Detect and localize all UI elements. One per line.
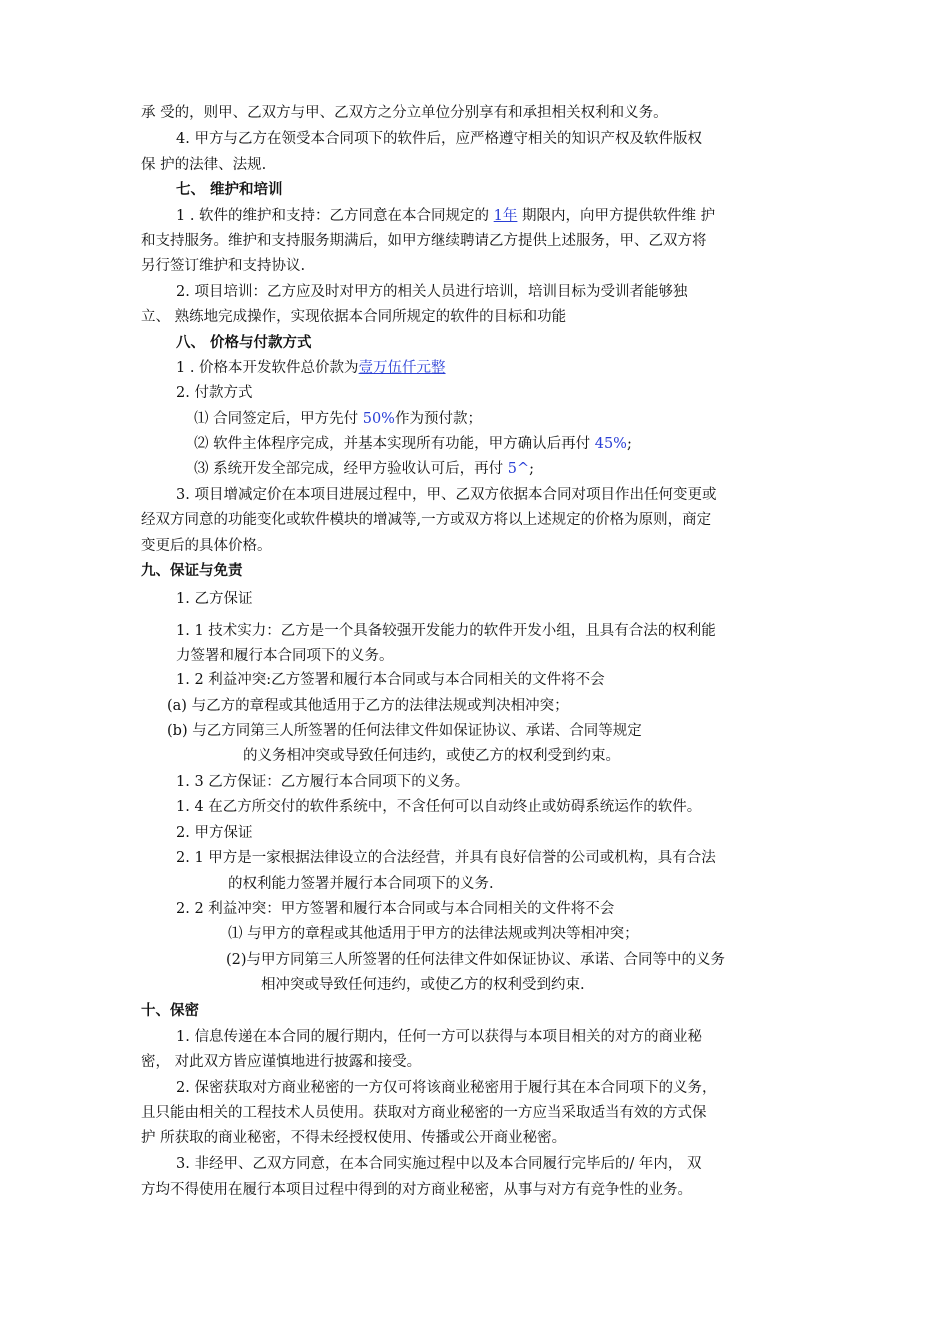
section-heading: 七、 维护和培训 bbox=[176, 182, 283, 198]
price-amount-link[interactable]: 壹万伍仟元整 bbox=[358, 360, 446, 376]
paragraph-line: 2. 甲方保证 bbox=[176, 825, 253, 841]
section-heading: 九、保证与免责 bbox=[141, 563, 243, 579]
paragraph-line: 1. 2 利益冲突:乙方签署和履行本合同或与本合同相关的文件将不会 bbox=[176, 672, 605, 688]
payment-percent: 5^ bbox=[507, 461, 530, 477]
paragraph-line: ⑴ 与甲方的章程或其他适用于甲方的法律法规或判决等相冲突； bbox=[228, 926, 639, 942]
paragraph-line: 1 . 软件的维护和支持：乙方同意在本合同规定的 1年 期限内，向甲方提供软件维 护 bbox=[176, 208, 716, 224]
paragraph-line: 2. 2 利益冲突：甲方签署和履行本合同或与本合同相关的文件将不会 bbox=[176, 901, 615, 917]
paragraph-line: 变更后的具体价格。 bbox=[141, 538, 272, 554]
section-heading: 八、 价格与付款方式 bbox=[176, 335, 312, 351]
paragraph-line: (a) 与乙方的章程或其他适用于乙方的法律法规或判决相冲突； bbox=[167, 698, 569, 714]
paragraph-line: (b) 与乙方同第三人所签署的任何法律文件如保证协议、承诺、合同等规定 bbox=[167, 723, 642, 739]
paragraph-line: 4. 甲方与乙方在领受本合同项下的软件后，应严格遵守相关的知识产权及软件版权 bbox=[176, 131, 702, 147]
list-item: ⑵ 软件主体程序完成，并基本实现所有功能，甲方确认后再付 45%; bbox=[194, 436, 632, 452]
paragraph-line: 1. 3 乙方保证：乙方履行本合同项下的义务。 bbox=[176, 774, 470, 790]
paragraph-line: 保 护的法律、法规. bbox=[141, 157, 267, 173]
paragraph-line: 1. 1 技术实力：乙方是一个具备较强开发能力的软件开发小组，且具有合法的权利能 bbox=[176, 623, 716, 639]
paragraph-line: 的权利能力签署并履行本合同项下的义务. bbox=[228, 876, 494, 892]
paragraph-line: 2. 1 甲方是一家根据法律设立的合法经营，并具有良好信誉的公司或机构，具有合法 bbox=[176, 850, 716, 866]
paragraph-line: 密， 对此双方皆应谨慎地进行披露和接受。 bbox=[141, 1054, 422, 1070]
paragraph-line: 和支持服务。维护和支持服务期满后，如甲方继续聘请乙方提供上述服务，甲、乙双方将 bbox=[141, 233, 707, 249]
term-link[interactable]: 1年 bbox=[493, 208, 518, 224]
section-heading: 十、保密 bbox=[141, 1003, 199, 1019]
paragraph-line: 3. 非经甲、乙双方同意，在本合同实施过程中以及本合同履行完毕后的/ 年内， 双 bbox=[176, 1156, 702, 1172]
paragraph-line: 2. 付款方式 bbox=[176, 385, 253, 401]
payment-percent: 50% bbox=[362, 411, 395, 427]
paragraph-line: 2. 保密获取对方商业秘密的一方仅可将该商业秘密用于履行其在本合同项下的义务， bbox=[176, 1080, 717, 1096]
paragraph-line: 另行签订维护和支持协议. bbox=[141, 258, 306, 274]
list-item: ⑴ 合同签定后，甲方先付 50%作为预付款； bbox=[194, 411, 482, 427]
paragraph-line: (2)与甲方同第三人所签署的任何法律文件如保证协议、承诺、合同等中的义务 bbox=[226, 952, 726, 968]
paragraph-line: 3. 项目增减定价在本项目进展过程中，甲、乙双方依据本合同对项目作出任何变更或 bbox=[176, 487, 717, 503]
paragraph-line: 1. 信息传递在本合同的履行期内，任何一方可以获得与本项目相关的对方的商业秘 bbox=[176, 1029, 702, 1045]
paragraph-line: 1. 乙方保证 bbox=[176, 591, 253, 607]
paragraph-line: 力签署和履行本合同项下的义务。 bbox=[176, 648, 394, 664]
paragraph-line: 的义务相冲突或导致任何违约，或使乙方的权利受到约束。 bbox=[243, 748, 620, 764]
paragraph-line: 2. 项目培训：乙方应及时对甲方的相关人员进行培训，培训目标为受训者能够独 bbox=[176, 284, 688, 300]
paragraph-line: 且只能由相关的工程技术人员使用。获取对方商业秘密的一方应当采取适当有效的方式保 bbox=[141, 1105, 707, 1121]
paragraph-line: 1 . 价格本开发软件总价款为壹万伍仟元整 bbox=[176, 360, 446, 376]
payment-percent: 45% bbox=[594, 436, 627, 452]
paragraph-line: 相冲突或导致任何违约，或使乙方的权利受到约束. bbox=[261, 977, 585, 993]
paragraph-line: 方均不得使用在履行本项目过程中得到的对方商业秘密，从事与对方有竞争性的业务。 bbox=[141, 1182, 692, 1198]
paragraph-line: 护 所获取的商业秘密，不得未经授权使用、传播或公开商业秘密。 bbox=[141, 1130, 567, 1146]
list-item: ⑶ 系统开发全部完成，经甲方验收认可后，再付 5^; bbox=[194, 461, 534, 477]
paragraph-line: 立、 熟练地完成操作，实现依据本合同所规定的软件的目标和功能 bbox=[141, 309, 567, 325]
paragraph-line: 1. 4 在乙方所交付的软件系统中，不含任何可以自动终止或妨碍系统运作的软件。 bbox=[176, 799, 702, 815]
paragraph-line: 承 受的，则甲、乙双方与甲、乙双方之分立单位分别享有和承担相关权利和义务。 bbox=[141, 105, 668, 121]
paragraph-line: 经双方同意的功能变化或软件模块的增减等,一方或双方将以上述规定的价格为原则，商定 bbox=[141, 512, 712, 528]
